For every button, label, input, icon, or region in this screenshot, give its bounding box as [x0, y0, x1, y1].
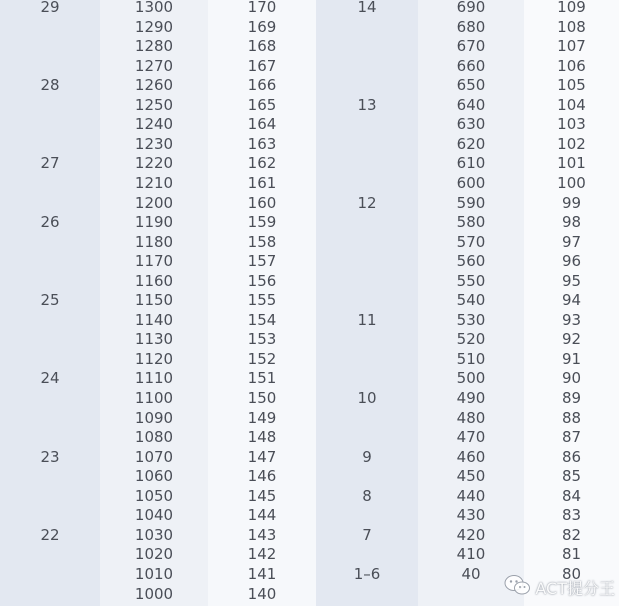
table-cell: 670 [456, 37, 486, 56]
table-cell: 610 [456, 154, 486, 173]
table-cell: 81 [561, 545, 582, 564]
table-cell: 540 [456, 291, 486, 310]
table-cell: 1160 [134, 271, 174, 290]
table-cell: 1130 [134, 330, 174, 349]
table-cell: 96 [561, 252, 582, 271]
table-cell: 680 [456, 17, 486, 36]
table-cell: 420 [456, 525, 486, 544]
table-cell: 430 [456, 506, 486, 525]
column-6 [524, 0, 619, 606]
table-cell: 11 [357, 310, 377, 329]
table-cell: 1300 [134, 0, 174, 16]
table-cell: 1110 [134, 369, 174, 388]
table-cell: 153 [247, 330, 277, 349]
table-cell: 600 [456, 173, 486, 192]
table-cell: 141 [247, 564, 277, 583]
table-cell: 168 [247, 37, 277, 56]
table-cell: 90 [561, 369, 582, 388]
table-cell: 1100 [134, 389, 174, 407]
table-cell: 103 [557, 115, 586, 134]
table-cell: 1240 [134, 115, 174, 134]
table-cell: 1290 [134, 17, 174, 36]
table-cell: 1230 [134, 134, 174, 153]
table-cell: 169 [247, 17, 277, 36]
table-cell: 470 [456, 428, 486, 447]
table-cell: 1270 [134, 56, 174, 75]
table-cell: 640 [456, 95, 486, 114]
table-cell: 99 [561, 193, 582, 212]
table-cell: 100 [557, 173, 586, 192]
table-cell: 13 [357, 95, 377, 114]
table-cell: 94 [561, 291, 582, 310]
table-cell: 22 [40, 525, 60, 544]
table-cell: 1010 [134, 564, 174, 583]
table-cell: 1120 [134, 349, 174, 368]
table-cell: 1280 [134, 37, 174, 56]
table-cell: 163 [247, 134, 277, 153]
table-cell: 107 [557, 37, 586, 56]
table-cell: 147 [247, 447, 277, 466]
table-cell: 1090 [134, 408, 174, 427]
table-cell: 101 [557, 154, 586, 173]
column-2 [100, 0, 208, 606]
table-cell: 7 [362, 525, 372, 544]
table-cell: 1190 [134, 213, 174, 232]
table-cell: 450 [456, 467, 486, 486]
table-cell: 160 [247, 193, 277, 212]
table-cell: 480 [456, 408, 486, 427]
table-cell: 92 [561, 330, 582, 349]
table-cell: 84 [561, 486, 582, 505]
column-4 [316, 0, 418, 606]
table-cell: 560 [456, 252, 486, 271]
table-cell: 1060 [134, 467, 174, 486]
table-cell: 23 [40, 447, 60, 466]
column-1 [0, 0, 100, 606]
table-cell: 85 [561, 467, 582, 486]
table-cell: 83 [561, 506, 582, 525]
table-cell: 86 [561, 447, 582, 466]
table-cell: 102 [557, 134, 586, 153]
table-cell: 167 [247, 56, 277, 75]
table-cell: 104 [557, 95, 586, 114]
table-cell: 148 [247, 428, 277, 447]
table-cell: 620 [456, 134, 486, 153]
table-cell: 142 [247, 545, 277, 564]
table-cell: 690 [456, 0, 486, 16]
table-cell: 530 [456, 310, 486, 329]
column-3 [208, 0, 316, 606]
table-cell: 1170 [134, 252, 174, 271]
table-cell: 170 [247, 0, 277, 16]
table-cell: 28 [40, 76, 60, 95]
table-cell: 89 [561, 389, 582, 407]
table-cell: 14 [357, 0, 377, 16]
table-cell: 1–6 [353, 564, 381, 583]
table-cell: 161 [247, 173, 277, 192]
table-cell: 12 [357, 193, 377, 212]
table-cell: 440 [456, 486, 486, 505]
table-cell: 108 [557, 17, 586, 36]
table-cell: 630 [456, 115, 486, 134]
table-cell: 109 [557, 0, 586, 16]
table-cell: 1020 [134, 545, 174, 564]
table-cell: 550 [456, 271, 486, 290]
table-cell: 140 [247, 584, 277, 603]
table-cell: 158 [247, 232, 277, 251]
table-cell: 97 [561, 232, 582, 251]
table-cell: 1040 [134, 506, 174, 525]
table-cell: 25 [40, 291, 60, 310]
watermark-text: ACT提分王 [535, 578, 615, 598]
table-cell: 143 [247, 525, 277, 544]
table-cell: 80 [561, 564, 582, 583]
table-cell: 106 [557, 56, 586, 75]
table-cell: 105 [557, 76, 586, 95]
table-cell: 95 [561, 271, 582, 290]
table-cell: 1210 [134, 173, 174, 192]
table-cell: 650 [456, 76, 486, 95]
column-5 [418, 0, 524, 606]
table-cell: 1140 [134, 310, 174, 329]
table-cell: 580 [456, 213, 486, 232]
table-cell: 24 [40, 369, 60, 388]
table-cell: 1250 [134, 95, 174, 114]
table-cell: 98 [561, 213, 582, 232]
table-cell: 10 [357, 389, 377, 407]
table-cell: 151 [247, 369, 277, 388]
table-cell: 82 [561, 525, 582, 544]
table-cell: 164 [247, 115, 277, 134]
table-cell: 1260 [134, 76, 174, 95]
table-cell: 8 [362, 486, 372, 505]
table-cell: 1150 [134, 291, 174, 310]
table-cell: 166 [247, 76, 277, 95]
table-cell: 1200 [134, 193, 174, 212]
table-cell: 460 [456, 447, 486, 466]
table-cell: 500 [456, 369, 486, 388]
table-cell: 590 [456, 193, 486, 212]
table-cell: 146 [247, 467, 277, 486]
table-cell: 520 [456, 330, 486, 349]
table-cell: 1220 [134, 154, 174, 173]
table-cell: 93 [561, 310, 582, 329]
table-cell: 570 [456, 232, 486, 251]
table-cell: 1080 [134, 428, 174, 447]
table-cell: 91 [561, 349, 582, 368]
table-cell: 1180 [134, 232, 174, 251]
table-cell: 87 [561, 428, 582, 447]
table-cell: 162 [247, 154, 277, 173]
watermark [503, 574, 615, 600]
wechat-icon [503, 573, 531, 601]
table-cell: 29 [40, 0, 60, 16]
table-cell: 26 [40, 213, 60, 232]
table-cell: 159 [247, 213, 277, 232]
table-cell: 156 [247, 271, 277, 290]
table-cell: 152 [247, 349, 277, 368]
table-cell: 157 [247, 252, 277, 271]
table-cell: 660 [456, 56, 486, 75]
table-cell: 154 [247, 310, 277, 329]
table-cell: 1050 [134, 486, 174, 505]
table-cell: 410 [456, 545, 486, 564]
table-cell: 1070 [134, 447, 174, 466]
table-cell: 1030 [134, 525, 174, 544]
table-cell: 510 [456, 349, 486, 368]
table-cell: 150 [247, 389, 277, 407]
table-cell: 9 [362, 447, 372, 466]
table-cell: 144 [247, 506, 277, 525]
table-cell: 155 [247, 291, 277, 310]
table-cell: 149 [247, 408, 277, 427]
table-cell: 490 [456, 389, 486, 407]
table-cell: 40 [461, 564, 481, 583]
table-cell: 145 [247, 486, 277, 505]
table-cell: 88 [561, 408, 582, 427]
table-cell: 27 [40, 154, 60, 173]
table-cell: 165 [247, 95, 277, 114]
table-cell: 1000 [134, 584, 174, 603]
